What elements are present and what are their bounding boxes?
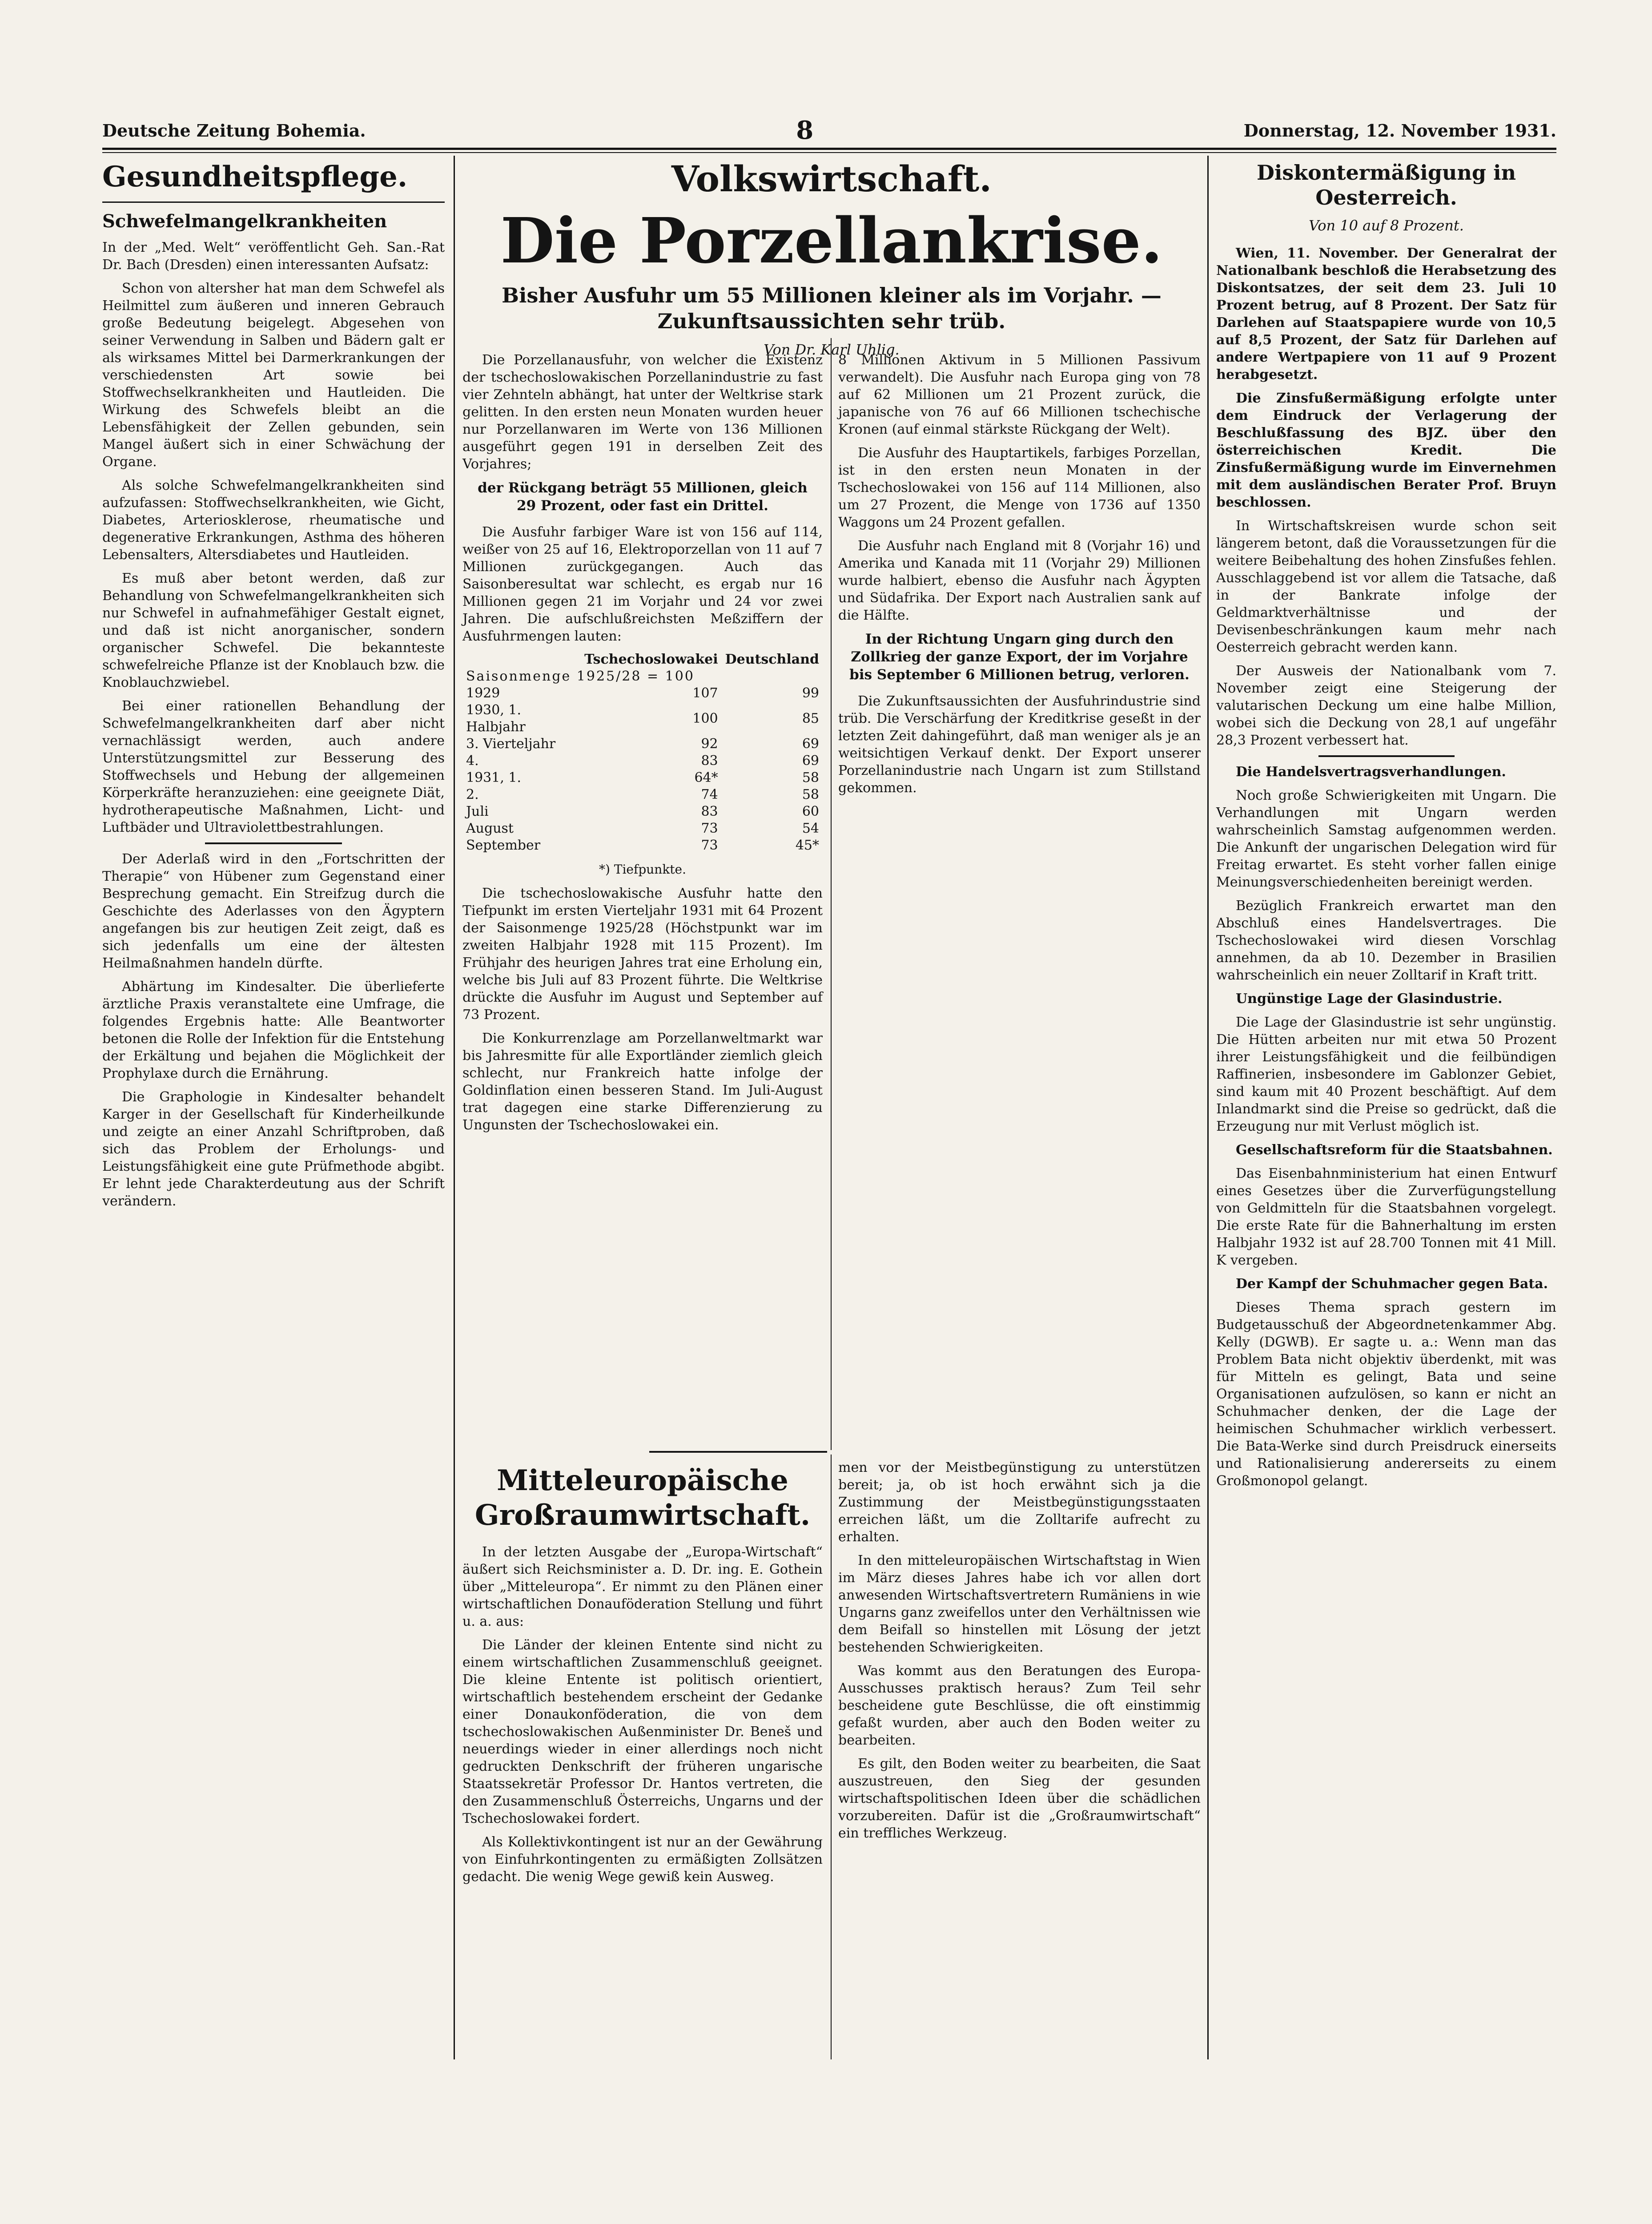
hungary-callout: In der Richtung Ungarn ging durch den Zollkrieg der ganze Export, der im Vorjahre bis September 6 Millionen betrug, verloren. <box>849 631 1190 683</box>
discount-paragraph: Der Ausweis der Nationalbank vom 7. November zeigt eine Steigerung der valutarischen Deckung um eine halbe Million, wobei sich die Deckung von 28,1 auf ungefähr 28,3 Prozent verbessert hat. <box>1216 663 1556 748</box>
column-divider-lower <box>831 1454 832 2059</box>
table-cell: 100 <box>692 711 718 726</box>
table-row <box>462 753 823 770</box>
porcelain-paragraph: Die Konkurrenzlage am Porzellanweltmarkt war bis Jahresmitte für alle Exportländer ziemlich gleich schlecht, nur Frankreich hatte infolge der Goldinflation einen besseren Stand. Im Juli-August trat dagegen eine starke Differenzierung zu Ungunsten der Tschechoslowakei ein. <box>462 1031 823 1133</box>
table-row <box>462 685 823 702</box>
article-separator <box>649 1451 827 1453</box>
health-paragraph: In der „Med. Welt“ veröffentlicht Geh. San.-Rat Dr. Bach (Dresden) einen interessanten Aufsatz: <box>102 240 445 273</box>
mitteleuropa-paragraph: men vor der Meistbegünstigung zu unterstützen bereit; ja, ob ist hoch erwähnt sich ja die Zustimmung der Meistbegünstigungsstaaten erreichen läßt, um die Zolltarife aufrecht zu erhalten. <box>838 1460 1201 1545</box>
column-divider-2 <box>1207 156 1209 2059</box>
table-cell: 69 <box>802 736 819 752</box>
rail-heading: Gesellschaftsreform für die Staatsbahnen. <box>1236 1142 1553 1158</box>
health-divider <box>205 842 342 844</box>
porcelain-paragraph: 8 Millionen Aktivum in 5 Millionen Passivum verwandelt). Die Ausfuhr nach Europa ging von 78 auf 62 Millionen um 21 Prozent zurück, die japanische von 76 auf 66 Millionen tschechische Kronen (auf einmal stärkste Rückgang der Welt). <box>838 352 1201 437</box>
table-header-cell <box>462 651 581 668</box>
newspaper-name: Deutsche Zeitung Bohemia. <box>102 120 366 141</box>
export-index-table <box>462 651 823 854</box>
table-cell: 83 <box>701 753 718 769</box>
mitteleuropa-paragraph: In den mitteleuropäischen Wirtschaftstag in Wien im März dieses Jahres habe ich vor allen dort anwesenden Wirtschaftsvertretern Rumäniens in wie Ungarns ganz zweifellos unter den Verhältnissen wie dem Beifall so hinstellen mit Lösung der jetzt bestehenden Schwierigkeiten. <box>838 1553 1201 1655</box>
table-cell: 92 <box>701 736 718 752</box>
table-caption: Saisonmenge 1925/28 = 100 <box>466 669 695 684</box>
table-cell: 73 <box>701 838 718 853</box>
table-cell: 4. <box>466 753 479 769</box>
health-section-title: Gesundheitspflege. <box>102 160 408 193</box>
table-cell: 54 <box>802 821 819 836</box>
mitteleuropa-paragraph: In der letzten Ausgabe der „Europa-Wirtschaft“ äußert sich Reichsminister a. D. Dr. ing. E. Gothein über „Mitteleuropa“. Er nimmt zu den Plänen einer wirtschaftlichen Donauföderation Stellung und führt u. a. aus: <box>462 1544 823 1629</box>
table-row <box>462 786 823 803</box>
table-cell: 1930, 1. Halbjahr <box>466 702 526 735</box>
table-header-cell: Deutschland <box>725 652 819 667</box>
table-cell: 60 <box>802 804 819 819</box>
table-caption-row <box>462 668 823 685</box>
mitteleuropa-paragraph: Was kommt aus den Beratungen des Europa-Ausschusses praktisch heraus? Zum Teil sehr bescheidene gute Beschlüsse, die oft einstimmig gefaßt wurden, aber auch den Boden weiter zu bearbeiten. <box>838 1663 1201 1748</box>
column-divider-1 <box>454 156 455 2059</box>
masthead-rule <box>102 148 1556 150</box>
glass-paragraph: Die Lage der Glasindustrie ist sehr ungünstig. Die Hütten arbeiten nur mit etwa 50 Prozent ihrer Leistungsfähigkeit und die feilbündigen Raffinerien, insbesondere im Gablonzer Gebiet, sind kaum mit 40 Prozent beschäftigt. Auf dem Inlandmarkt sind die Preise so gedrückt, daß die Erzeugung nur mit Verlust möglich ist. <box>1216 1015 1556 1134</box>
table-header-cell: Tschechoslowakei <box>584 652 718 667</box>
table-cell: 83 <box>701 804 718 819</box>
mitteleuropa-title: Mitteleuropäische Großraumwirtschaft. <box>474 1464 811 1532</box>
mitteleuropa-column-left <box>462 1459 823 2059</box>
mitteleuropa-column-right <box>838 1459 1201 2059</box>
economy-section-title: Volkswirtschaft. <box>671 158 992 200</box>
porcelain-paragraph: Die Porzellanausfuhr, von welcher die Existenz der tschechoslowakischen Porzellanindustrie zu fast vier Zehnteln abhängt, hat unter der Weltkrise stark gelitten. In den ersten neun Monaten wurden heuer nur Porzellanwaren im Werte von 136 Millionen ausgeführt gegen 191 in derselben Zeit des Vorjahres; <box>462 352 823 472</box>
mitteleuropa-paragraph: Die Länder der kleinen Entente sind nicht zu einem wirtschaftlichen Zusammenschluß geeignet. Die kleine Entente ist politisch orientiert, wirtschaftlich bestehendem erscheint der Gedanke einer Donaukonföderation, die von dem tschechoslowakischen Außenminister Dr. Beneš und neuerdings wieder in einer allerdings noch nicht gedruckten Denkschrift der früheren ungarische Staatssekretär Professor Dr. Hantos vertreten, die den Zusammenschluß Österreichs, Ungarns und der Tschechoslowakei fordert. <box>462 1637 823 1826</box>
health-title-rule <box>102 201 445 203</box>
masthead <box>102 115 1556 146</box>
table-cell: 107 <box>692 685 718 701</box>
discount-lead-2: Die Zinsfußermäßigung erfolgte unter dem Eindruck der Verlagerung der Beschlußfassung des BJZ. über den österreichischen Kredit. Die Zinsfußermäßigung wurde im Einvernehmen mit dem ausländischen Berater Prof. Bruyn beschlossen. <box>1216 391 1556 510</box>
table-cell: 69 <box>802 753 819 769</box>
health-paragraph: Abhärtung im Kindesalter. Die überlieferte ärztliche Praxis veranstaltete eine Umfrage, die folgendes Ergebnis hatte: Alle Beantworter betonen die Rolle der Infektion für die Entstehung der Erkältung und bejahen die Möglichkeit der Prophylaxe durch die Ernährung. <box>102 979 445 1081</box>
table-cell: 45* <box>795 838 819 853</box>
table-cell: 2. <box>466 787 479 802</box>
issue-date: Donnerstag, 12. November 1931. <box>1243 120 1556 141</box>
health-paragraph: Schon von altersher hat man dem Schwefel als Heilmittel zum äußeren und inneren Gebrauch große Bedeutung beigelegt. Abgesehen von seiner Verwendung in Salben und Bädern galt er als wirksames Mittel bei Darmerkrankungen der verschiedensten Art sowie bei Stoffwechselkrankheiten und Hautleiden. Die Wirkung des Schwefels bleibt an die Lebensfähigkeit der Zellen gebunden, sein Mangel äußert sich in einer Schwächung der Organe. <box>102 281 445 470</box>
table-cell: September <box>466 838 541 853</box>
table-cell: 1929 <box>466 685 500 701</box>
table-cell: 1931, 1. <box>466 770 522 786</box>
mitteleuropa-paragraph: Es gilt, den Boden weiter zu bearbeiten, die Saat auszustreuen, den Sieg der gesunden wirtschaftspolitischen Ideen über die schädlichen vorzubereiten. Dafür ist die „Großraumwirtschaft“ ein treffliches Werkzeug. <box>838 1756 1201 1841</box>
page-number: 8 <box>796 116 814 145</box>
table-footnote: *) Tiefpunkte. <box>599 862 687 877</box>
bata-paragraph: Dieses Thema sprach gestern im Budgetausschuß der Abgeordnetenkammer Abg. Kelly (DGWB). Er sagte u. a.: Wenn man das Problem Bata nicht objektiv überdenkt, mit was für Mitteln es gelingt, Bata und seine Organisationen aufzulösen, so kann er nicht an Schuhmacher denken, der die Lage der heimischen Schuhmacher wirklich verbessert. Die Bata-Werke sind durch Preisdruck einerseits und Rationalisierung andererseits zu einem Großmonopol gelangt. <box>1216 1300 1556 1489</box>
discount-column <box>1216 160 1556 2059</box>
table-row <box>462 820 823 837</box>
table-cell: August <box>466 821 514 836</box>
porcelain-byline: Von Dr. Karl Uhlig. <box>764 341 900 358</box>
trade-paragraph: Noch große Schwierigkeiten mit Ungarn. Die Verhandlungen mit Ungarn werden wahrscheinlich Samstag aufgenommen werden. Die Ankunft der ungarischen Delegation wird für Freitag erwartet. Es steht vorher fallen einige Meinungsverschiedenheiten bereinigt werden. <box>1216 788 1556 890</box>
table-cell: 58 <box>802 770 819 786</box>
table-row <box>462 803 823 820</box>
health-column <box>102 160 445 2059</box>
discount-subtitle: Von 10 auf 8 Prozent. <box>1309 217 1464 234</box>
column-divider-center <box>831 338 832 1450</box>
table-header-row <box>462 651 823 668</box>
rail-paragraph: Das Eisenbahnministerium hat einen Entwurf eines Gesetzes über die Zurverfügungstellung von Geldmitteln für die Staatsbahnen vorgelegt. Die erste Rate für die Bahnerhaltung im ersten Halbjahr 1932 ist auf 28.700 Tonnen mit 41 Mill. K vergeben. <box>1216 1166 1556 1268</box>
porcelain-headline: Die Porzellankrise. <box>500 205 1163 278</box>
table-cell: Juli <box>466 804 489 819</box>
porcelain-paragraph: Die Zukunftsaussichten der Ausfuhrindustrie sind trüb. Die Verschärfung der Kreditkrise geseßt in der letzten Zeit dahingeführt, daß man weniger als je an weitsichtigen Verkauf denkt. Der Export unserer Porzellanindustrie nach Ungarn ist zum Stillstand gekommen. <box>838 693 1201 796</box>
health-paragraph: Der Aderlaß wird in den „Fortschritten der Therapie“ von Hübener zum Gegenstand einer Besprechung gemacht. Ein Streifzug durch die Geschichte des Aderlasses von den Ägyptern angefangen bis zur heutigen Zeit zeigt, daß es sich jedenfalls um eine der ältesten Heilmaßnahmen handeln dürfte. <box>102 851 445 971</box>
health-paragraph: Es muß aber betont werden, daß zur Behandlung von Schwefelmangelkrankheiten sich nur Schwefel in aufnahmefähiger Gestalt eignet, und daß ist nicht anorganischer, sondern organischer Schwefel. Die bekannteste schwefelreiche Pflanze ist der Knoblauch bzw. die Knoblauchzwiebel. <box>102 571 445 690</box>
health-paragraph: Als solche Schwefelmangelkrankheiten sind aufzufassen: Stoffwechselkrankheiten, wie Gicht, Diabetes, Arteriosklerose, rheumatische und degenerative Erkrankungen, Asthma des höheren Lebensalters, Altersdiabetes und Hautleiden. <box>102 478 445 563</box>
discount-divider <box>1318 755 1455 757</box>
health-article-title: Schwefelmangelkrankheiten <box>102 211 387 232</box>
porcelain-column-right <box>838 351 1201 1446</box>
porcelain-paragraph: Die Ausfuhr nach England mit 8 (Vorjahr 16) und Amerika und Kanada mit 11 (Vorjahr 29) Millionen wurde halbiert, ebenso die Ausfuhr nach Ägypten und Südafrika. Der Export nach Australien sank auf die Hälfte. <box>838 538 1201 623</box>
health-paragraph: Die Graphologie in Kindesalter behandelt Karger in der Gesellschaft für Kinderheilkunde und zeigte an einer Anzahl Schriftproben, daß sich das Problem der Erholungs- und Leistungsfähigkeit eine gute Prüfmethode abgibt. Er lehnt jede Charakterdeutung aus der Schrift verändern. <box>102 1089 445 1209</box>
table-row <box>462 770 823 786</box>
table-cell: 58 <box>802 787 819 802</box>
trade-heading: Die Handelsvertragsverhandlungen. <box>1236 764 1506 780</box>
table-row <box>462 736 823 753</box>
table-cell: 3. Vierteljahr <box>466 736 556 752</box>
porcelain-paragraph: Die tschechoslowakische Ausfuhr hatte den Tiefpunkt im ersten Vierteljahr 1931 mit 64 Prozent der Saisonmenge 1925/28 (Höchstpunkt war im zweiten Halbjahr 1928 mit 115 Prozent). Im Frühjahr des heurigen Jahres trat eine Erholung ein, welche bis Juli auf 83 Prozent führte. Die Weltkrise drückte die Ausfuhr im August und September auf 73 Prozent. <box>462 886 823 1023</box>
economy-header <box>462 158 1201 358</box>
table-cell: 74 <box>701 787 718 802</box>
porcelain-column-left <box>462 351 823 1446</box>
porcelain-callout: der Rückgang beträgt 55 Millionen, gleich 29 Prozent, oder fast ein Drittel. <box>478 480 808 514</box>
discount-title: Diskontermäßigung in Oesterreich. <box>1256 161 1516 210</box>
table-cell: 85 <box>802 711 819 726</box>
table-cell: 64* <box>694 770 718 786</box>
discount-paragraph: In Wirtschaftskreisen wurde schon seit längerem betont, daß die Voraussetzungen für die weitere Beibehaltung des hohen Zinsfußes fehlen. Ausschlaggebend ist vor allem die Tatsache, daß in der Bankrate infolge der Geldmarktverhältnisse und der Devisenbeschränkungen kaum mehr nach Oesterreich gebracht werden kann. <box>1216 518 1556 655</box>
bata-heading: Der Kampf der Schuhmacher gegen Bata. <box>1236 1276 1548 1292</box>
discount-lead: Wien, 11. November. Der Generalrat der Nationalbank beschloß die Herabsetzung des Diskontsatzes, der seit dem 23. Juli 10 Prozent betrug, auf 8 Prozent. Der Satz für Darlehen auf Staatspapiere wurde von 10,5 auf 8,5 Prozent, der Satz für Darlehen auf andere Wertpapiere von 11 auf 9 Prozent herabgesetzt. <box>1216 246 1556 383</box>
table-row <box>462 837 823 854</box>
masthead-rule-thin <box>102 152 1556 153</box>
mitteleuropa-paragraph: Als Kollektivkontingent ist nur an der Gewährung von Einfuhrkontingenten zu ermäßigten Zollsätzen gedacht. Die wenig Wege gewiß kein Ausweg. <box>462 1834 823 1885</box>
table-cell: 99 <box>802 685 819 701</box>
trade-paragraph: Bezüglich Frankreich erwartet man den Abschluß eines Handelsvertrages. Die Tschechoslowakei wird diesen Vorschlag annehmen, da ab 10. Dezember in Brasilien wahrscheinlich ein neuer Zolltarif in Kraft tritt. <box>1216 898 1556 983</box>
glass-heading: Ungünstige Lage der Glasindustrie. <box>1236 991 1503 1007</box>
table-row <box>462 702 823 736</box>
health-paragraph: Bei einer rationellen Behandlung der Schwefelmangelkrankheiten darf aber nicht vernachlässigt werden, auch andere Unterstützungsmittel zur Besserung des Stoffwechsels und Hebung der allgemeinen Körperkräfte heranzuziehen: eine geeignete Diät, hydrotherapeutische Maßnahmen, Licht- und Luftbäder und Ultraviolettbestrahlungen. <box>102 698 445 835</box>
porcelain-deck: Bisher Ausfuhr um 55 Millionen kleiner als im Vorjahr. — Zukunftsaussichten sehr trüb. <box>502 283 1162 333</box>
porcelain-paragraph: Die Ausfuhr des Hauptartikels, farbiges Porzellan, ist in den ersten neun Monaten in der Tschechoslowakei von 156 auf 114 Millionen, also um 27 Prozent, die Menge von 1736 auf 1350 Waggons um 24 Prozent gefallen. <box>838 445 1201 530</box>
table-cell: 73 <box>701 821 718 836</box>
porcelain-paragraph: Die Ausfuhr farbiger Ware ist von 156 auf 114, weißer von 25 auf 16, Elektroporzellan von 11 auf 7 Millionen zurückgegangen. Auch das Saisonberesultat war schlecht, es ergab nur 16 Millionen gegen 21 im Vorjahr und 24 vor zwei Jahren. Die aufschlußreichsten Meßziffern der Ausfuhrmengen lauten: <box>462 524 823 644</box>
